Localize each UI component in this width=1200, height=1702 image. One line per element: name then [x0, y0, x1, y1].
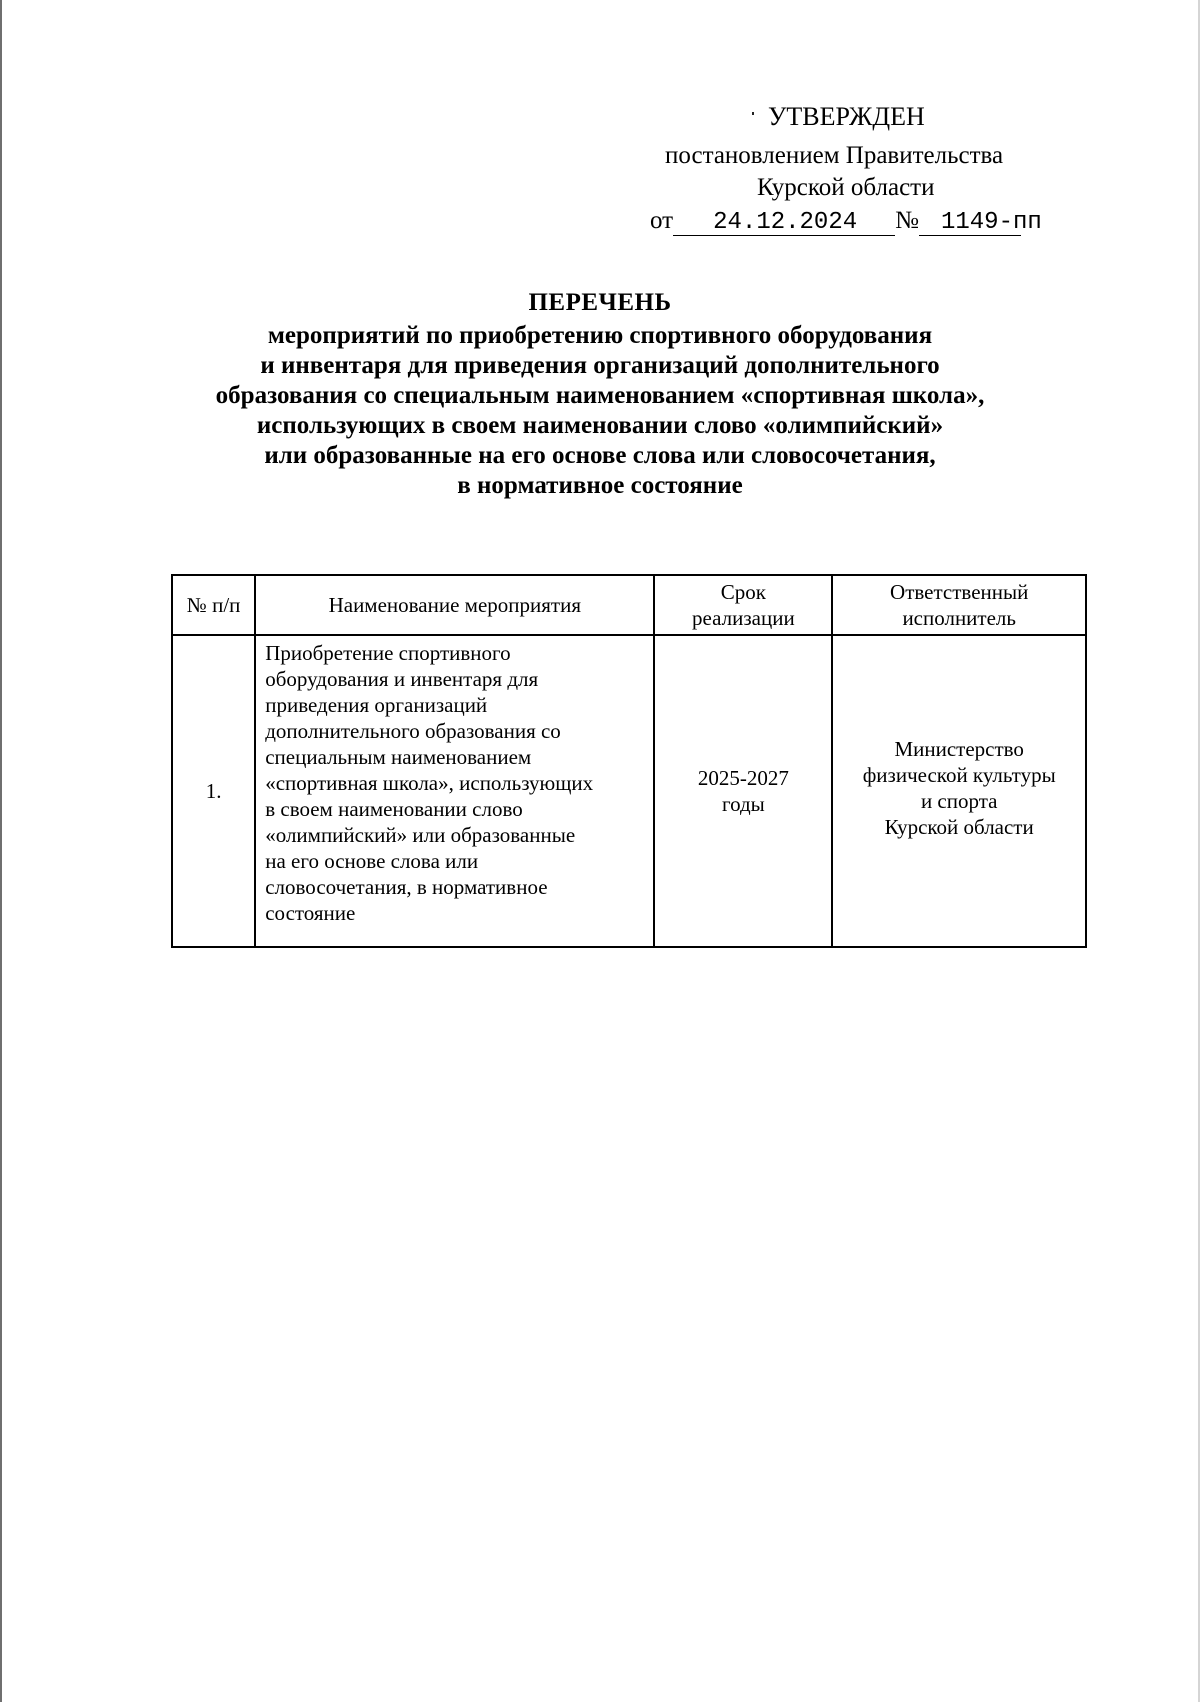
- responsible-text: [833, 736, 1085, 840]
- term-line: годы: [721, 792, 765, 816]
- header-number: № п/п: [172, 575, 255, 635]
- row-measure-name: [255, 635, 654, 947]
- table-header-row: [172, 575, 1086, 635]
- responsible-line: физической культуры: [862, 763, 1056, 787]
- row-responsible: [832, 635, 1086, 947]
- measure-name-line: «олимпийский» или образованные: [265, 823, 576, 847]
- approval-approved-label: УТВЕРЖДЕН: [768, 102, 925, 131]
- approval-number-prefix: №: [895, 207, 919, 234]
- title-line: и инвентаря для приведения организаций дополнительного: [260, 352, 940, 379]
- title-line: образования со специальным наименованием «спортивная школа»,: [215, 382, 985, 409]
- scan-edge-left: [0, 0, 2, 1702]
- header-responsible: [832, 575, 1086, 635]
- title-line: или образованные на его основе слова или словосочетания,: [264, 442, 936, 469]
- measure-name-line: в своем наименовании слово: [265, 797, 523, 821]
- header-responsible-line: Ответственный: [890, 580, 1029, 604]
- header-responsible-line: исполнитель: [902, 606, 1016, 630]
- approval-date-prefix: от: [650, 207, 674, 234]
- approval-date-number-line: [650, 206, 1042, 236]
- title-line: использующих в своем наименовании слово «олимпийский»: [256, 412, 944, 439]
- row-term: [654, 635, 832, 947]
- measure-name-line: оборудования и инвентаря для: [265, 667, 539, 691]
- responsible-line: Министерство: [894, 737, 1024, 761]
- title-line: в нормативное состояние: [457, 472, 743, 499]
- measure-name-line: специальным наименованием: [265, 745, 532, 769]
- measure-name-line: словосочетания, в нормативное: [265, 875, 548, 899]
- measure-name-line: «спортивная школа», использующих: [265, 771, 594, 795]
- header-term: [654, 575, 832, 635]
- document-title-block: [100, 288, 1100, 501]
- header-name: Наименование мероприятия: [255, 575, 654, 635]
- approval-number-value: 1149-пп: [919, 211, 1021, 236]
- document-heading: ПЕРЕЧЕНЬ: [528, 289, 672, 316]
- table-row: [172, 635, 1086, 947]
- header-term-line: Срок: [720, 580, 766, 604]
- measure-name-line: Приобретение спортивного: [265, 641, 511, 665]
- term-line: 2025-2027: [697, 766, 789, 790]
- measure-name-line: на его основе слова или: [265, 849, 479, 873]
- approval-date-value: 24.12.2024: [673, 211, 895, 236]
- responsible-line: Курской области: [884, 815, 1034, 839]
- scan-speck: [752, 112, 754, 115]
- title-line: мероприятий по приобретению спортивного оборудования: [267, 322, 933, 349]
- header-term-line: реализации: [692, 606, 795, 630]
- measures-table: [171, 574, 1087, 948]
- measure-name-line: приведения организаций: [265, 693, 488, 717]
- measure-name-line: состояние: [265, 901, 356, 925]
- row-number: 1.: [172, 635, 255, 947]
- measure-name-line: дополнительного образования со: [265, 719, 561, 743]
- approval-region-label: Курской области: [757, 174, 935, 201]
- responsible-line: и спорта: [920, 789, 998, 813]
- approval-resolution-label: постановлением Правительства: [665, 142, 1004, 169]
